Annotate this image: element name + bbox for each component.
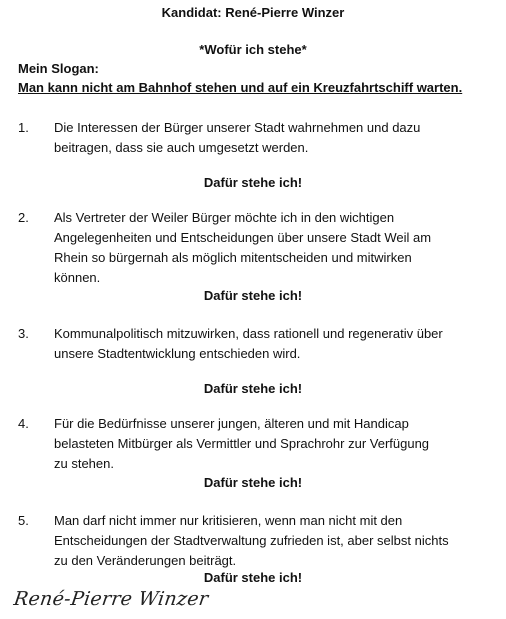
list-item-number: 3. bbox=[18, 326, 29, 341]
slogan-text: Man kann nicht am Bahnhof stehen und auf ein Kreuzfahrtschiff warten. bbox=[18, 80, 463, 95]
list-item-line: Man darf nicht immer nur kritisieren, wenn man nicht mit den bbox=[54, 513, 403, 528]
closing-statement: Dafür stehe ich! bbox=[203, 381, 303, 396]
list-item-line: Kommunalpolitisch mitzuwirken, dass rationell und regenerativ über bbox=[54, 326, 443, 341]
list-item-line: beitragen, dass sie auch umgesetzt werden. bbox=[54, 140, 309, 155]
list-item-line: Angelegenheiten und Entscheidungen über unsere Stadt Weil am bbox=[54, 230, 432, 245]
list-item-line: Die Interessen der Bürger unserer Stadt wahrnehmen und dazu bbox=[54, 120, 421, 135]
list-item-number: 1. bbox=[18, 120, 29, 135]
candidate-heading: Kandidat: René-Pierre Winzer bbox=[161, 5, 345, 20]
list-item-text bbox=[54, 414, 502, 474]
list-item-line: zu stehen. bbox=[54, 456, 114, 471]
list-item-line: Entscheidungen der Stadtverwaltung zufrieden ist, aber selbst nichts bbox=[54, 533, 449, 548]
list-item-text bbox=[54, 324, 502, 364]
handwritten-signature: René-Pierre Winzer bbox=[12, 588, 210, 610]
slogan-label: Mein Slogan: bbox=[18, 61, 99, 76]
list-item-line: Rhein so bürgernah als möglich mitentscheiden und mitwirken bbox=[54, 250, 412, 265]
list-item-line: belasteten Mitbürger als Vermittler und Sprachrohr zur Verfügung bbox=[54, 436, 430, 451]
list-item-line: Als Vertreter der Weiler Bürger möchte ich in den wichtigen bbox=[54, 210, 395, 225]
list-item-text bbox=[54, 511, 502, 571]
list-item-line: können. bbox=[54, 270, 101, 285]
list-item-number: 2. bbox=[18, 210, 29, 225]
list-item-number: 5. bbox=[18, 513, 29, 528]
closing-statement: Dafür stehe ich! bbox=[203, 288, 303, 303]
closing-statement: Dafür stehe ich! bbox=[203, 570, 303, 585]
list-item-line: zu den Veränderungen beiträgt. bbox=[54, 553, 237, 568]
document-subtitle: *Wofür ich stehe* bbox=[199, 42, 307, 57]
list-item-line: unsere Stadtentwicklung entschieden wird. bbox=[54, 346, 301, 361]
list-item-number: 4. bbox=[18, 416, 29, 431]
list-item-text bbox=[54, 208, 502, 288]
closing-statement: Dafür stehe ich! bbox=[203, 175, 303, 190]
closing-statement: Dafür stehe ich! bbox=[203, 475, 303, 490]
list-item-line: Für die Bedürfnisse unserer jungen, älteren und mit Handicap bbox=[54, 416, 409, 431]
list-item-text bbox=[54, 118, 502, 158]
